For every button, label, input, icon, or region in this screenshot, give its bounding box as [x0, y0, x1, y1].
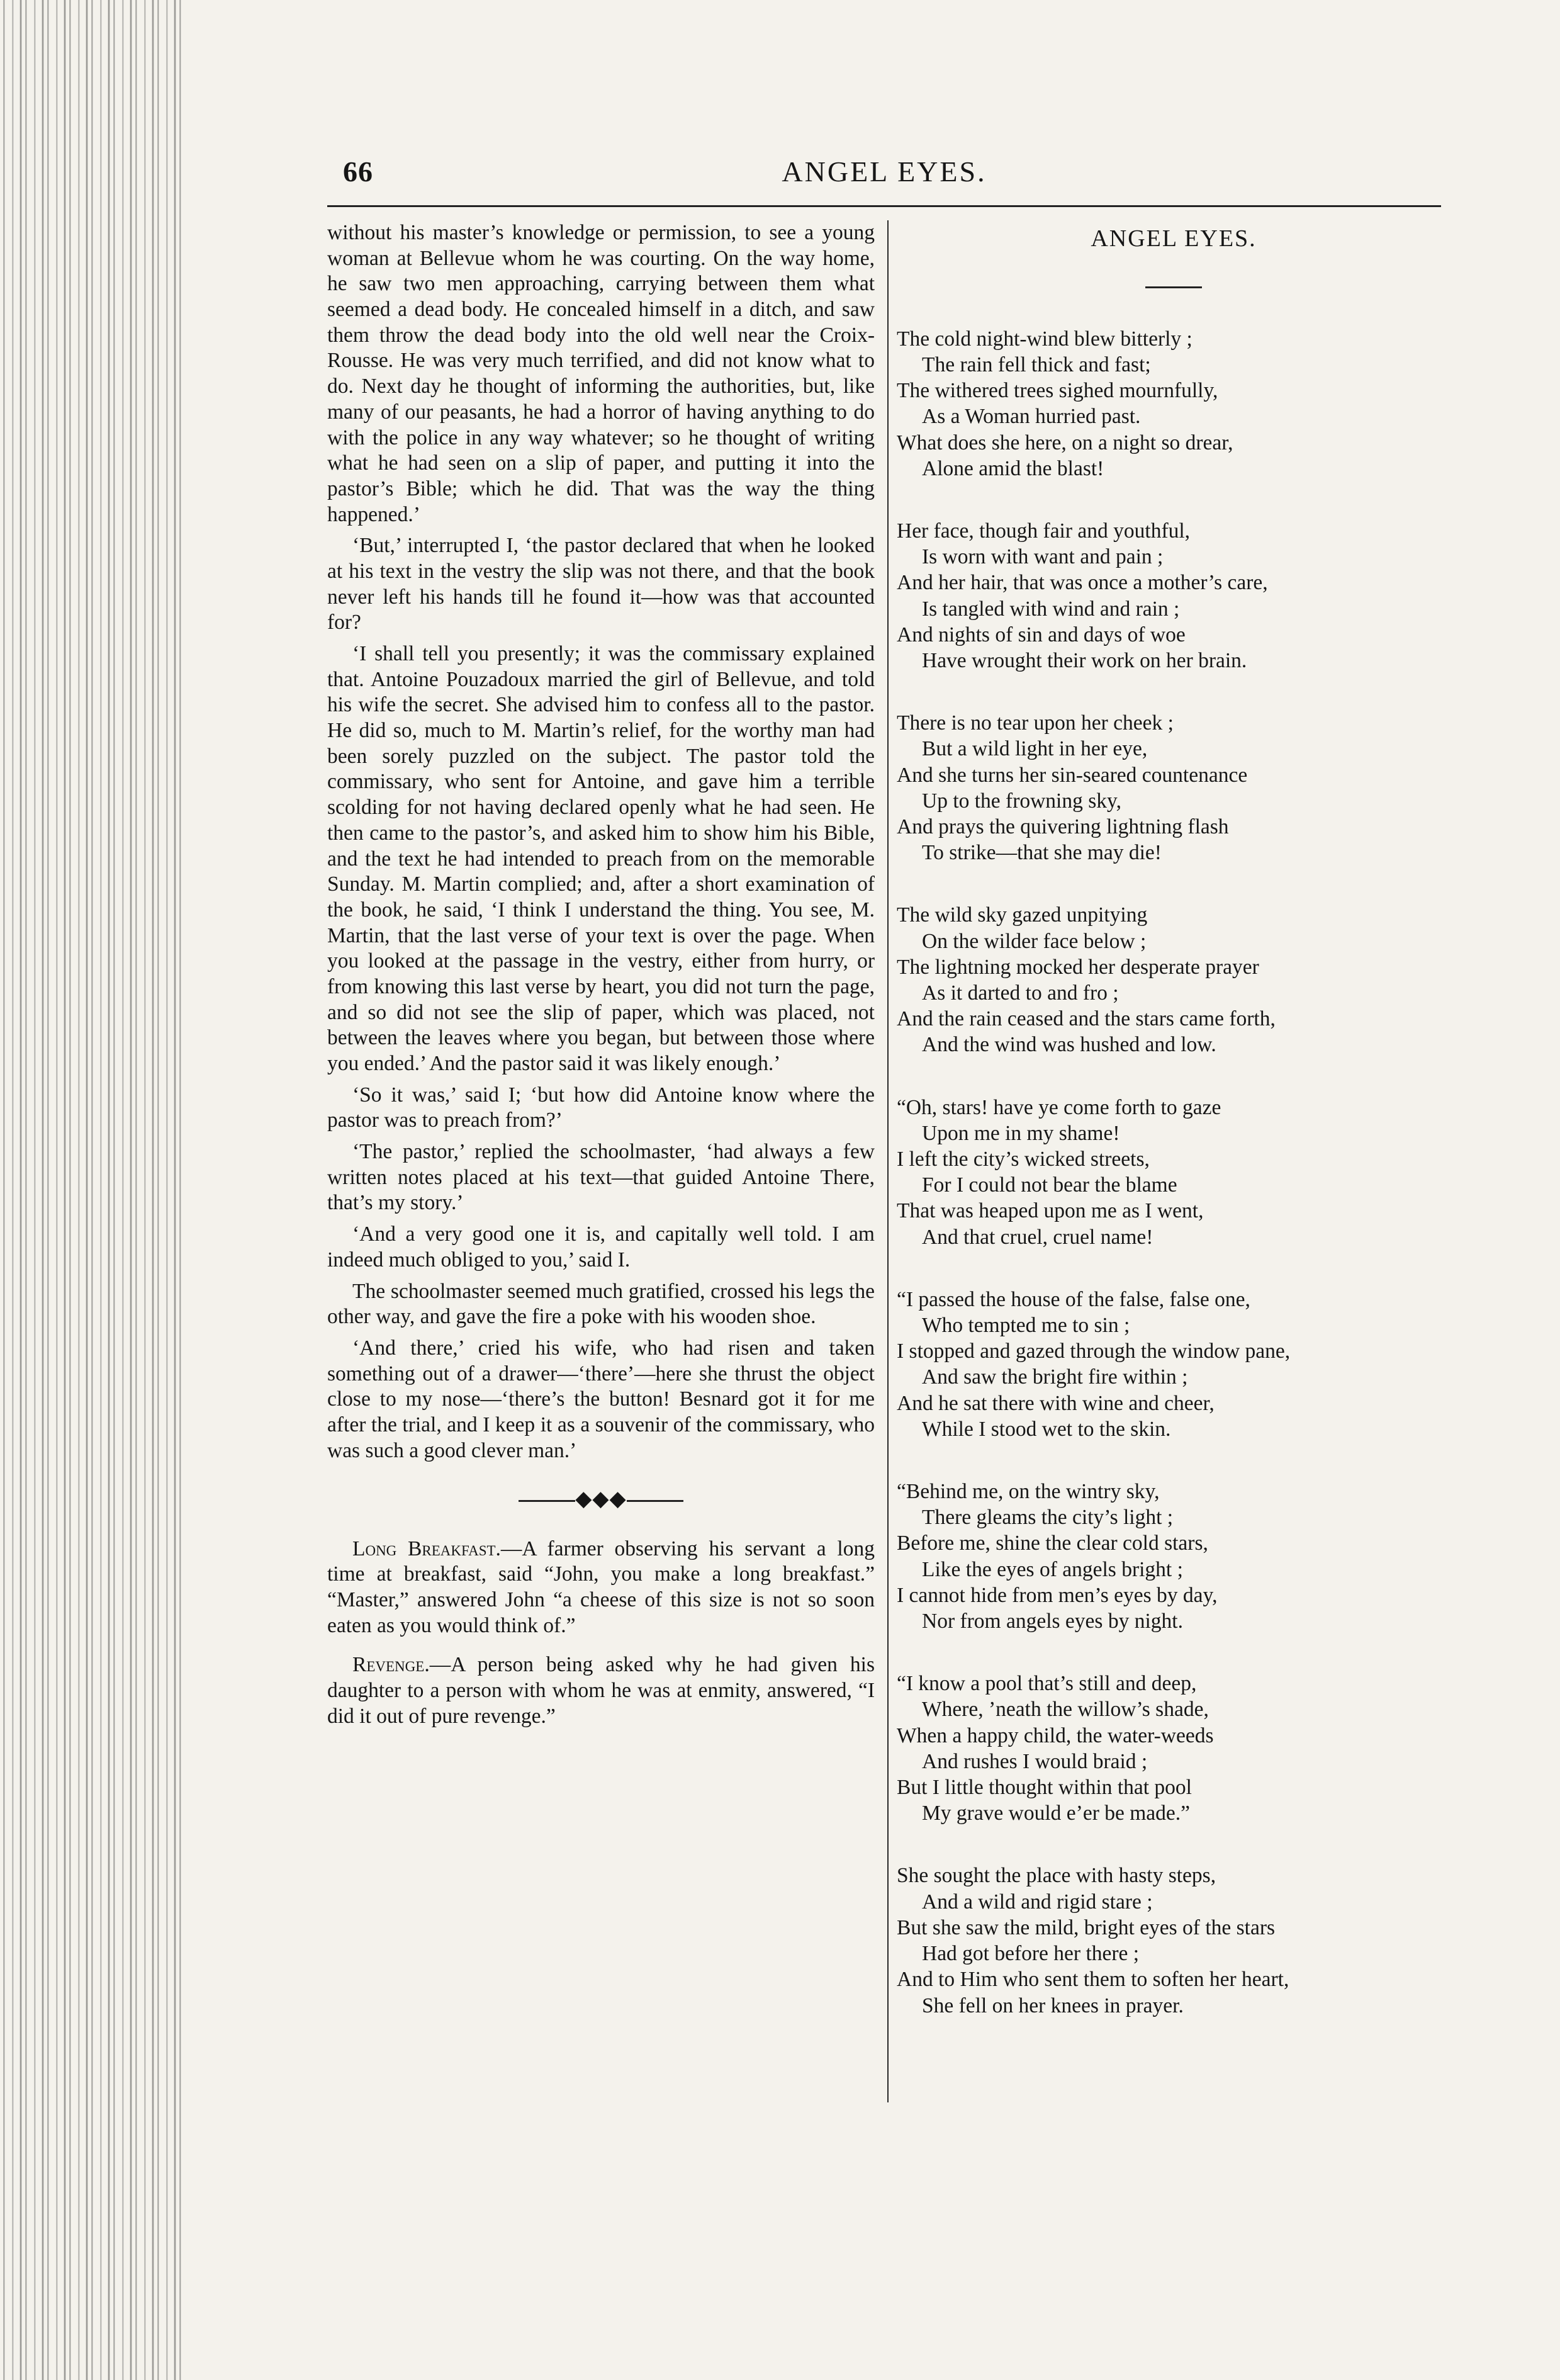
paragraph: ‘And there,’ cried his wife, who had risen and taken something out of a drawer—‘there’—here she thrust the object close to my nose—‘there’s the button! Besnard got it for me after the trial, and I keep it as a souvenir of the commissary, who was such a good clever man.’ [327, 1336, 875, 1462]
anecdote-revenge [327, 1652, 875, 1729]
book-spine-edge [0, 0, 182, 2380]
poem-line: Like the eyes of angels bright ; [922, 1557, 1183, 1581]
poem-line: Before me, shine the clear cold stars, [897, 1531, 1208, 1555]
poem-line: And the rain ceased and the stars came forth, [897, 1007, 1276, 1031]
poem-line: The rain fell thick and fast; [922, 352, 1151, 376]
poem-line: There is no tear upon her cheek ; [897, 711, 1174, 735]
poem-line: She fell on her knees in prayer. [922, 1994, 1184, 2017]
running-title: ANGEL EYES. [782, 155, 987, 188]
poem-line: There gleams the city’s light ; [922, 1506, 1174, 1530]
paragraph: ‘But,’ interrupted I, ‘the pastor declared that when he looked at his text in the vestry the slip was not there, and that the book never left his hands till he found it—how was that accounted for? [327, 534, 875, 634]
poem-line: Upon me in my shame! [922, 1121, 1120, 1145]
poem-stanza [897, 1287, 1451, 1442]
poem-stanza [897, 518, 1451, 674]
poem-line: I left the city’s wicked streets, [897, 1148, 1150, 1171]
anecdote-heading: Long Breakfast. [352, 1537, 501, 1560]
poem-line: On the wilder face below ; [922, 929, 1147, 953]
anecdote-long-breakfast [327, 1537, 875, 1639]
poem-line: When a happy child, the water-weeds [897, 1723, 1214, 1747]
title-rule [1145, 286, 1202, 288]
poem-line: And a wild and rigid stare ; [922, 1890, 1153, 1914]
poem-line: As it darted to and fro ; [922, 981, 1119, 1005]
poem-line: But a wild light in her eye, [922, 737, 1148, 761]
poem-line: And that cruel, cruel name! [922, 1225, 1153, 1249]
poem-line: Is tangled with wind and rain ; [922, 597, 1180, 621]
poem-line: But I little thought within that pool [897, 1776, 1192, 1800]
poem-line: But she saw the mild, bright eyes of the stars [897, 1915, 1276, 1939]
poem-stanza [897, 326, 1451, 482]
anecdote-text: —A person being asked why he had given his daughter to a person with whom he was at enmity, answered, “I did it out of pure revenge.” [327, 1653, 875, 1728]
poem-line: Have wrought their work on her brain. [922, 648, 1247, 672]
poem-line: The lightning mocked her desperate prayer [897, 955, 1259, 979]
paragraph: ‘I shall tell you presently; it was the commissary explained that. Antoine Pouzadoux married the girl of Bellevue, and told his wife the secret. She advised him to confess all to the pastor. He did so, much to M. Martin’s relief, for the worthy man had been sorely puzzled on the subject. The pastor told the commissary, who sent for Antoine, and gave him a terrible scolding for not having declared openly what he had seen. He then came to the pastor’s, and asked him to show him his Bible, and the text he had intended to preach from on the memorable Sunday. M. Martin complied; and, after a short examination of the book, he said, ‘I think I understand the thing. You see, M. Martin, that the last verse of your text is over the page. When you looked at the passage in the vestry, either from hurry, or from knowing this last verse by heart, you did not turn the page, and so did not see the slip of paper, which was placed, not between the leaves where you began, but between those where you ended.’ And the pastor said it was likely enough.’ [327, 642, 875, 1075]
poem-column [897, 220, 1451, 2109]
poem-stanza [897, 1479, 1451, 1634]
poem-line: And to Him who sent them to soften her heart, [897, 1968, 1289, 1992]
poem-line: “Oh, stars! have ye come forth to gaze [897, 1095, 1221, 1119]
poem-line: Who tempted me to sin ; [922, 1314, 1130, 1338]
poem-line: The withered trees sighed mournfully, [897, 379, 1218, 403]
poem-line: My grave would e’er be made.” [922, 1802, 1191, 1825]
paragraph: ‘The pastor,’ replied the schoolmaster, ‘had always a few written notes placed at his text—that guided Antoine There, that’s my story.’ [327, 1140, 875, 1215]
poem-line: Is worn with want and pain ; [922, 545, 1164, 569]
poem-line: And she turns her sin-seared countenance [897, 763, 1248, 787]
poem-line: And rushes I would braid ; [922, 1749, 1148, 1773]
poem-line: I stopped and gazed through the window pane, [897, 1339, 1291, 1363]
paragraph: without his master’s knowledge or permission, to see a young woman at Bellevue whom he was courting. On the way home, he saw two men approaching, carrying between them what seemed a dead body. He concealed himself in a ditch, and saw them throw the dead body into the old well near the Croix-Rousse. He was very much terrified, and did not know what to do. Next day he thought of informing the authorities, but, like many of our peasants, he had a horror of having anything to do with the police in any way whatever; so he thought of writing what he had seen on a slip of paper, and putting it into the pastor’s Bible; which he did. That was the way the thing happened.’ [327, 221, 875, 526]
page-header [327, 151, 1441, 207]
poem-line: Alone amid the blast! [922, 456, 1104, 480]
paragraph: ‘So it was,’ said I; ‘but how did Antoine know where the pastor was to preach from?’ [327, 1083, 875, 1132]
poem-line: And nights of sin and days of woe [897, 623, 1186, 646]
poem-stanza [897, 902, 1451, 1057]
poem-line: Her face, though fair and youthful, [897, 519, 1191, 543]
column-divider [887, 220, 889, 2102]
poem-stanza [897, 1671, 1451, 1826]
poem-line: And prays the quivering lightning flash [897, 815, 1229, 838]
poem-line: That was heaped upon me as I went, [897, 1199, 1204, 1223]
poem-line: And her hair, that was once a mother’s care, [897, 571, 1268, 595]
poem-line: What does she here, on a night so drear, [897, 431, 1233, 454]
poem-stanza [897, 710, 1451, 866]
poem-line: “I passed the house of the false, false one, [897, 1287, 1250, 1311]
poem-line: And the wind was hushed and low. [922, 1033, 1216, 1057]
poem-line: For I could not bear the blame [922, 1173, 1177, 1197]
poem-line: I cannot hide from men’s eyes by day, [897, 1583, 1218, 1607]
poem-line: Up to the frowning sky, [922, 789, 1121, 813]
left-column [327, 220, 875, 2109]
poem-title: ANGEL EYES. [1091, 225, 1257, 252]
poem-stanza [897, 1095, 1451, 1250]
paragraph: ‘And a very good one it is, and capitally well told. I am indeed much obliged to you,’ said I. [327, 1222, 875, 1272]
poem-line: “I know a pool that’s still and deep, [897, 1672, 1197, 1696]
page-number: 66 [343, 155, 373, 188]
section-ornament [327, 1486, 875, 1512]
poem-line: “Behind me, on the wintry sky, [897, 1480, 1160, 1504]
poem-line: And he sat there with wine and cheer, [897, 1391, 1215, 1415]
poem-stanza [897, 1863, 1451, 2018]
poem-line: Where, ’neath the willow’s shade, [922, 1698, 1209, 1722]
ornament-glyphs: ◆◆◆ [575, 1487, 627, 1511]
poem-line: To strike—that she may die! [922, 841, 1162, 865]
poem-line: Nor from angels eyes by night. [922, 1610, 1183, 1633]
poem-line: The cold night-wind blew bitterly ; [897, 327, 1192, 351]
paragraph: The schoolmaster seemed much gratified, crossed his legs the other way, and gave the fire a poke with his wooden shoe. [327, 1279, 875, 1329]
poem-line: She sought the place with hasty steps, [897, 1864, 1216, 1888]
anecdote-text: —A farmer observing his servant a long time at breakfast, said “John, you make a long breakfast.” “Master,” answered John “a cheese of this size is not so soon eaten as you would think of.” [327, 1537, 875, 1637]
poem-line: The wild sky gazed unpitying [897, 903, 1148, 927]
anecdote-heading: Revenge. [352, 1653, 430, 1677]
poem-stanzas [897, 326, 1451, 2019]
poem-line: And saw the bright fire within ; [922, 1365, 1188, 1389]
poem-line: As a Woman hurried past. [922, 405, 1141, 429]
poem-line: While I stood wet to the skin. [922, 1417, 1171, 1441]
poem-line: Had got before her there ; [922, 1942, 1140, 1966]
